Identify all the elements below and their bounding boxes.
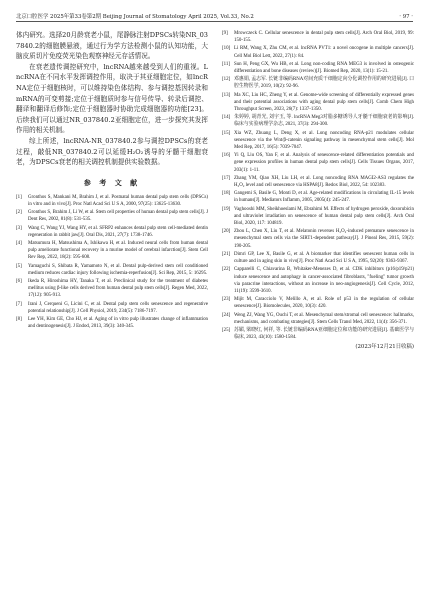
received-date: (2023年12月21日收稿) bbox=[355, 344, 414, 351]
reference-item bbox=[16, 209, 208, 223]
reference-number: [24] bbox=[222, 312, 231, 318]
reference-number: [10] bbox=[222, 46, 231, 52]
reference-item bbox=[222, 251, 414, 265]
reference-number: [25] bbox=[222, 327, 231, 333]
reference-item bbox=[222, 228, 414, 250]
reference-item bbox=[16, 225, 208, 239]
reference-number: [8] bbox=[16, 316, 22, 322]
reference-number: [21] bbox=[222, 251, 231, 257]
reference-text: Weng ZJ, Wang YG, Ouchi T, et al. Mesenchymal stem/stromal cell senescence: hallmarks, mechanisms, and combating strategies[J]. Stem Cells Transl Med, 2022, 11(4): 356-371. bbox=[234, 312, 414, 325]
reference-item bbox=[16, 278, 208, 300]
right-column bbox=[222, 30, 414, 350]
reference-text: Li RM, Wang X, Zhu CM, et al. lncRNA PVT1: a novel oncogene in multiple cancers[J]. Cell Mol Biol Lett, 2022, 27(1): 84. bbox=[234, 46, 414, 59]
reference-number: [22] bbox=[222, 267, 231, 273]
reference-item bbox=[222, 296, 414, 310]
reference-text: 朱婷婷, 胡青光, 刘宇玉, 等. lncRNA Meg3对脂多糖诱导人牙髓干细胞衰老的影响[J]. 临床与实验病理学杂志, 2021, 37(3): 294-300. bbox=[234, 115, 414, 128]
reference-number: [18] bbox=[222, 191, 231, 197]
reference-text: Mijit M, Caracciolo V, Melillo A, et al. Role of p53 in the regulation of cellular senescence[J]. Biomolecules, 2020, 10(3): 420. bbox=[234, 297, 414, 310]
reference-item bbox=[16, 316, 208, 330]
reference-text: Yamaguchi S, Shibata R, Yamamoto N, et al. Dental pulp-derived stem cell conditioned medium reduces cardiac injury following ischemia-reperfusion[J]. Sci Rep, 2015, 5: 16295. bbox=[28, 263, 208, 276]
reference-number: [23] bbox=[222, 297, 231, 303]
header-page-number: · 97 · bbox=[399, 14, 413, 20]
body-paragraph: 综上所述，lncRNA-NR_037840.2参与调控DPSCs的衰老过程，敲低NR_037840.2可以延缓H₂O₂诱导的牙髓干细胞衰老，为DPSCs衰老的相关调控机制提供实验数据。 bbox=[16, 136, 208, 167]
reference-item bbox=[222, 61, 414, 75]
reference-number: [6] bbox=[16, 278, 22, 284]
reference-text: Xia WZ, Zhuang L, Deng X, et al. Long noncoding RNA-p21 modulates cellular senescence via the Wnt/β-catenin signaling pathway in mesenchymal stem cells[J]. Mol Med Rep, 2017, 16(5): 7039-7047. bbox=[234, 130, 414, 151]
reference-text: Sun H, Peng GX, Wu HB, et al. Long non-coding RNA MEG3 is involved in osteogenic differentiation and bone diseases (review)[J]. Biomed Rep, 2020, 13(1): 15-21. bbox=[234, 61, 414, 75]
reference-number: [2] bbox=[16, 210, 22, 216]
reference-text: Zhou L, Chen X, Liu T, et al. Melatonin reverses H₂O₂-induced premature senescence in mesenchymal stem cells via the SIRT1-dependent pathway[J]. J Pineal Res, 2015, 59(2): 190-205. bbox=[234, 229, 414, 249]
reference-text: Gronthos S, Brahim J, Li W, et al. Stem cell properties of human dental pulp stem cells[J]. J Dent Res, 2002, 81(8): 531-535. bbox=[28, 210, 208, 223]
reference-text: Dimri GP, Lee X, Basile G, et al. A biomarker that identifies senescent human cells in culture and in aging skin in vivo[J]. Proc Natl Acad Sci U S A, 1995, 92(20): 9363-9367. bbox=[234, 251, 414, 265]
reference-item bbox=[16, 263, 208, 277]
reference-list-left bbox=[16, 194, 208, 331]
reference-item bbox=[222, 266, 414, 295]
reference-item bbox=[222, 206, 414, 228]
reference-text: Lee YH, Kim GE, Cho HJ, et al. Aging of in vitro pulp illustrates change of inflammation and dentinogenesis[J]. J Endod, 2013, 39(3): 340-345. bbox=[28, 316, 208, 330]
reference-item bbox=[222, 76, 414, 90]
reference-item bbox=[16, 301, 208, 315]
reference-item bbox=[222, 175, 414, 189]
reference-text: Capparelli C, Chiavarina B, Whitaker-Menezes D, et al. CDK inhibitors (p16/p19/p21) induce senescence and autophagy in cancer-associated fibroblasts, "fueling" tumor growth via paracrine interactions, without an increase in neo-angiogenesis[J]. Cell Cycle, 2012, 11(19): 3599-3610. bbox=[234, 267, 414, 294]
reference-number: [13] bbox=[222, 92, 231, 98]
reference-text: Vaghooshi MM, Sheikhoeslami M, Ebrahimi M. Effects of hydrogen peroxide, doxorubicin and ultraviolet irradiation on senescence of human dental pulp stem cells[J]. Arch Oral Biol, 2020, 117: 104819. bbox=[234, 206, 414, 227]
reference-number: [9] bbox=[222, 31, 228, 36]
reference-number: [4] bbox=[16, 240, 22, 246]
reference-item bbox=[222, 30, 414, 44]
reference-text: Ma XC, Liu HC, Zheng Y, et al. Genome-wide screening of differentially expressed genes and their potential associations with aging dental pulp stem cells[J]. Comb Chem High Throughput Screen, 2023, 26(7): 1337-1350. bbox=[234, 92, 414, 113]
reference-item bbox=[222, 152, 414, 174]
reference-text: Gangemi S, Basile G, Monti D, et al. Age-related modifications in circulating IL-15 levels in humans[J]. Mediators Inflamm, 2005, 2005(4): 245-247. bbox=[234, 191, 414, 204]
running-header bbox=[16, 8, 413, 22]
reference-number: [19] bbox=[222, 206, 231, 212]
reference-number: [20] bbox=[222, 229, 231, 235]
reference-text: 邓惠娟, 孟志军. 长链非编码RNA对间充质干细胞定向分化调控作用的研究进展[J]. 口腔生物医学, 2019, 10(2): 92-96. bbox=[234, 77, 414, 90]
reference-text: Wang C, Wang YJ, Wang HY, et al. SFRP2 enhances dental pulp stem cell-mediated dentin regeneration in rabbit jaw[J]. Oral Dis, 2021, 27(7): 1738-1746. bbox=[28, 225, 208, 238]
header-journal-info: 北京口腔医学 2025年第33卷第2期 Beijing Journal of Stomatology April 2025, Vol.33, No.2 bbox=[16, 14, 254, 20]
reference-number: [12] bbox=[222, 77, 231, 83]
reference-item bbox=[222, 130, 414, 152]
reference-text: Gronthos S, Mankani M, Brahim J, et al. Postnatal human dental pulp stem cells (DPSCs) in vitro and in vivo[J]. Proc Natl Acad Sci U S A, 2000, 97(25): 13625-13630. bbox=[28, 194, 208, 207]
left-column bbox=[16, 30, 208, 331]
reference-list-right bbox=[222, 30, 414, 341]
reference-item bbox=[222, 190, 414, 204]
reference-text: 苏媚, 梁晓红, 何祥, 等. 长链非编码RNA亚细胞定位和功能的研究进展[J]. 基础医学与临床, 2023, 43(10): 1580-1584. bbox=[234, 327, 414, 341]
reference-number: [11] bbox=[222, 61, 230, 67]
reference-number: [3] bbox=[16, 225, 22, 231]
references-heading: 参 考 文 献 bbox=[83, 178, 141, 187]
reference-item bbox=[222, 114, 414, 128]
reference-item bbox=[222, 327, 414, 341]
reference-item bbox=[222, 45, 414, 59]
reference-text: Mrowczeck C. Cellular senescence in dental pulp stem cells[J]. Arch Oral Biol, 2019, 99: 150-155. bbox=[234, 31, 414, 44]
reference-number: [14] bbox=[222, 115, 231, 121]
reference-item bbox=[16, 194, 208, 208]
reference-number: [1] bbox=[16, 194, 22, 200]
body-paragraph: 体内研究。选择20月龄衰老小鼠，尾静脉注射DPSCs转染NR_037840.2的细胞膜悬液，通过行为学方法检测小鼠的认知功能，大脑皮质切片免疫荧光染色观察神经元存活情况。 bbox=[16, 31, 208, 61]
reference-text: Yi Q, Liu OS, Yan F, et al. Analysis of senescence-related differentiation potentials and gene expression profiles in human dental pulp stem cells[J]. Cells Tissues Organs, 2017, 203(1): 1-11. bbox=[234, 153, 414, 173]
reference-number: [17] bbox=[222, 175, 231, 181]
reference-number: [16] bbox=[222, 153, 231, 159]
reference-item bbox=[222, 312, 414, 326]
body-paragraph: 在衰老遗传调控研究中，lncRNA越来越受到人们的重视。LncRNA在不同水平发挥调控作用，取决于其亚细胞定位，如lncRNA定位于细胞核时，可以维持染色体结构、参与调控基因转录和mRNA的可变剪接;定位于细胞质时参与信号传导、转录后调控、翻译和翻译后修饰;定位于细胞器时协助完成细胞器的功能[23]。后续我们可以通过NR_037840.2亚细胞定位，进一步探究其发挥作用的相关机制。 bbox=[16, 62, 208, 135]
reference-number: [5] bbox=[16, 263, 22, 269]
reference-text: Zhang YM, Qiao XH, Liu LH, et al. Long noncoding RNA MAGI2-AS3 regulates the H₂O₂ level and cell senescence via HSPA8[J]. Redox Biol, 2022, 54: 102383. bbox=[234, 175, 414, 189]
reference-number: [7] bbox=[16, 301, 22, 307]
reference-item bbox=[222, 92, 414, 114]
reference-number: [15] bbox=[222, 130, 231, 136]
reference-text: Matsumura H, Matsushima A, Ishikawa H, et al. Induced neural cells from human dental pulp ameliorate functional recovery in a murine model of cerebral infarction[J]. Stem Cell Rev Rep, 2022, 18(2): 595-608. bbox=[28, 240, 208, 261]
reference-item bbox=[16, 240, 208, 262]
reference-text: Irani J, Cerqueni G, Licini C, et al. Dental pulp stem cells senescence and regenerative potential relationship[J]. J Cell Physiol, 2019, 234(5): 7186-7197. bbox=[28, 301, 208, 314]
reference-text: Ikeda R, Hiroshima HY, Tanaka T, et al. Preclinical study for the treatment of diabetes mellitus using β-like cells derived from human dental pulp stem cells[J]. Regen Med, 2022, 17(12): 905-913. bbox=[28, 278, 208, 299]
